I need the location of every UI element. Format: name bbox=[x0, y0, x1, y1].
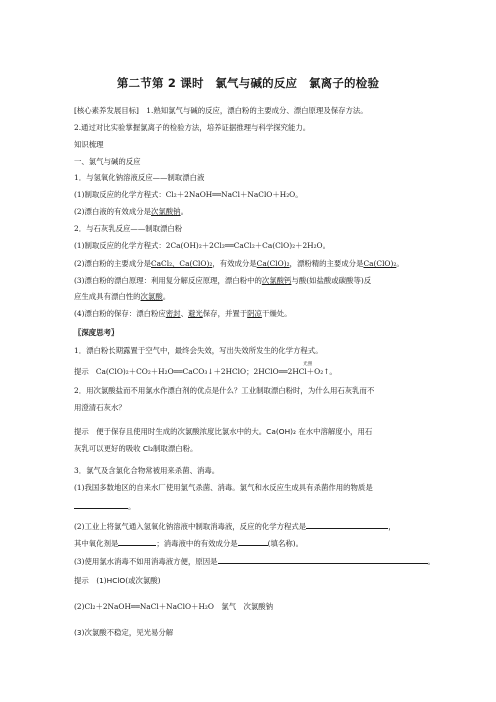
question-3-2-fill-name: (填名称)。 bbox=[267, 539, 304, 548]
item-1-1 bbox=[74, 190, 303, 200]
item-1-2-prefix: (2)漂白液的有效成分是 bbox=[74, 207, 151, 216]
page-title: 第二节第 2 课时 氯气与碱的反应 氯离子的检验 bbox=[116, 76, 380, 90]
item-2-4-text-c: 保存，并置于 bbox=[202, 309, 248, 318]
answer-blank-3-3[interactable] bbox=[218, 556, 428, 564]
question-3: 3．氯气及含氯化合物常被用来杀菌、消毒。 bbox=[74, 466, 220, 475]
item-2-3-line2 bbox=[74, 292, 170, 302]
answer-calcium-hypochlorite: 次氯酸钙 bbox=[261, 276, 292, 285]
hint-1-eq-part2: ══2HCl＋O₂↑。 bbox=[278, 367, 337, 376]
hint-2-label: 提示 bbox=[74, 427, 89, 436]
item-2-4-text-d: 干燥处。 bbox=[261, 309, 292, 318]
answer-sodium-hypochlorite: 次氯酸钠 bbox=[151, 207, 181, 216]
light-condition-arrow bbox=[278, 362, 337, 377]
answer-blank-oxidant[interactable] bbox=[118, 538, 156, 546]
hint-1 bbox=[74, 362, 337, 377]
question-3-2-effective-text: ；消毒液中的有效成分是 bbox=[156, 539, 238, 548]
item-2-1 bbox=[74, 241, 330, 251]
hint-3-answer-1: (1)HClO(或次氯酸) bbox=[88, 576, 161, 585]
answer-effective-component: Ca(ClO)₂ bbox=[256, 259, 290, 268]
light-condition-label: 光照 bbox=[303, 362, 313, 367]
question-2-line1: 2．用次氯酸盐而不用氯水作漂白剂的优点是什么？工业制取漂白粉时，为什么用石灰乳而不 bbox=[74, 386, 375, 395]
section-heading-1: 一、氯气与碱的反应 bbox=[74, 157, 141, 166]
question-3-1-line2 bbox=[74, 501, 135, 512]
core-goals-line1 bbox=[74, 106, 368, 116]
question-3-2-comma: ， bbox=[388, 522, 396, 531]
item-2-2-text-c: ，漂粉精的主要成分是 bbox=[289, 259, 364, 268]
question-3-2-oxidant-text: 其中氧化剂是 bbox=[74, 539, 119, 548]
core-goal-1: 1.熟知氯气与碱的反应，漂白粉的主要成分、漂白原理及保存方法。 bbox=[138, 106, 368, 115]
hint-1-eq-part1: Ca(ClO)₂＋CO₂＋H₂O══CaCO₃↓＋2HClO；2HClO bbox=[95, 367, 279, 376]
item-1-1-prefix: (1)制取反应的化学方程式： bbox=[74, 190, 166, 199]
core-goal-2: 2.通过对比实验掌握氯离子的检验方法，培养证据推理与科学探究能力。 bbox=[74, 123, 311, 132]
answer-cool: 阴凉 bbox=[247, 309, 262, 318]
hint-2-line2: 灰乳可以更好的吸收 Cl₂制取漂白粉。 bbox=[74, 444, 198, 453]
item-2-2-text-d: 。 bbox=[396, 259, 404, 268]
hint-1-label: 提示 bbox=[74, 367, 89, 376]
item-2-3-text-a: (3)漂白粉的漂白原理：利用复分解反应原理，漂白粉中的 bbox=[74, 276, 262, 285]
core-goals-tag: [核心素养发展目标] bbox=[74, 106, 139, 115]
answer-blank-3-1[interactable] bbox=[74, 501, 128, 509]
subheading-naoh: 1．与氢氧化钠溶液反应——制取漂白液 bbox=[74, 173, 205, 182]
item-2-3-line1 bbox=[74, 276, 371, 286]
question-1: 1．漂白粉长期露置于空气中，最终会失效，写出失效所发生的化学方程式。 bbox=[74, 346, 323, 355]
item-2-3-text-c: 应生成具有漂白性的 bbox=[74, 292, 141, 301]
equation-lime: 2Ca(OH)₂＋2Cl₂══CaCl₂＋Ca(ClO)₂＋2H₂O。 bbox=[165, 241, 331, 250]
item-2-4-text-a: (4)漂白粉的保存：漂白粉应 bbox=[74, 309, 166, 318]
knowledge-heading: 知识梳理 bbox=[74, 140, 104, 149]
answer-blank-3-2-equation[interactable] bbox=[306, 521, 388, 529]
item-2-4-text-b: 、 bbox=[180, 309, 188, 318]
hint-2-text-1: 便于保存且使用时生成的次氯酸浓度比氯水中的大。Ca(OH)₂ 在水中溶解度小，用石 bbox=[88, 427, 373, 436]
subheading-lime: 2．与石灰乳反应——制取漂白粉 bbox=[74, 224, 183, 233]
hint-3-answer-3: (3)次氯酸不稳定，见光易分解 bbox=[74, 628, 174, 637]
item-2-2 bbox=[74, 259, 404, 269]
question-3-3 bbox=[74, 556, 435, 567]
item-2-2-text-a: (2)漂白粉的主要成分是 bbox=[74, 259, 151, 268]
deep-thinking-heading: 〖深度思考〗 bbox=[74, 328, 119, 337]
item-2-2-text-b: ，有效成分是 bbox=[212, 259, 257, 268]
hint-2-line1 bbox=[74, 427, 372, 437]
item-1-2 bbox=[74, 207, 188, 217]
answer-avoid-light: 避光 bbox=[187, 309, 203, 318]
question-3-2-line1 bbox=[74, 521, 396, 532]
question-3-2-text: (2)工业上将氯气通入氢氧化钠溶液中制取消毒液，反应的化学方程式是 bbox=[74, 522, 307, 531]
hint-3-answer-2: (2)Cl₂＋2NaOH══NaCl＋NaClO＋H₂O 氯气 次氯酸钠 bbox=[74, 602, 274, 611]
answer-blank-effective[interactable] bbox=[238, 538, 268, 546]
question-3-1-line1: (1)我国多数地区的自来水厂使用氯气杀菌、消毒。氯气和水反应生成具有杀菌作用的物质是 bbox=[74, 483, 373, 492]
answer-hypochlorous-acid: 次氯酸 bbox=[140, 292, 163, 301]
equation-naoh: Cl₂＋2NaOH══NaCl＋NaClO＋H₂O。 bbox=[165, 190, 303, 199]
answer-bleach-essence: Ca(ClO)₂ bbox=[363, 259, 397, 268]
item-2-4 bbox=[74, 309, 292, 319]
item-2-3-text-d: 。 bbox=[162, 292, 171, 301]
question-2-line2: 用澄清石灰水？ bbox=[74, 403, 126, 412]
question-3-1-suffix: 。 bbox=[128, 502, 136, 511]
question-3-2-line2 bbox=[74, 538, 303, 549]
item-2-3-text-b: 与酸(如盐酸或碳酸等)反 bbox=[291, 276, 372, 285]
answer-sealed: 密封 bbox=[165, 309, 181, 318]
question-3-3-text: (3)使用氯水消毒不如用消毒液方便，原因是 bbox=[74, 557, 218, 566]
hint-3-line1 bbox=[74, 576, 161, 586]
question-3-3-suffix: 。 bbox=[427, 557, 435, 566]
item-2-1-prefix: (1)制取反应的化学方程式： bbox=[74, 241, 166, 250]
hint-3-label: 提示 bbox=[74, 576, 89, 585]
answer-main-components: CaCl₂、Ca(ClO)₂ bbox=[151, 259, 213, 268]
item-1-2-suffix: 。 bbox=[180, 207, 188, 216]
